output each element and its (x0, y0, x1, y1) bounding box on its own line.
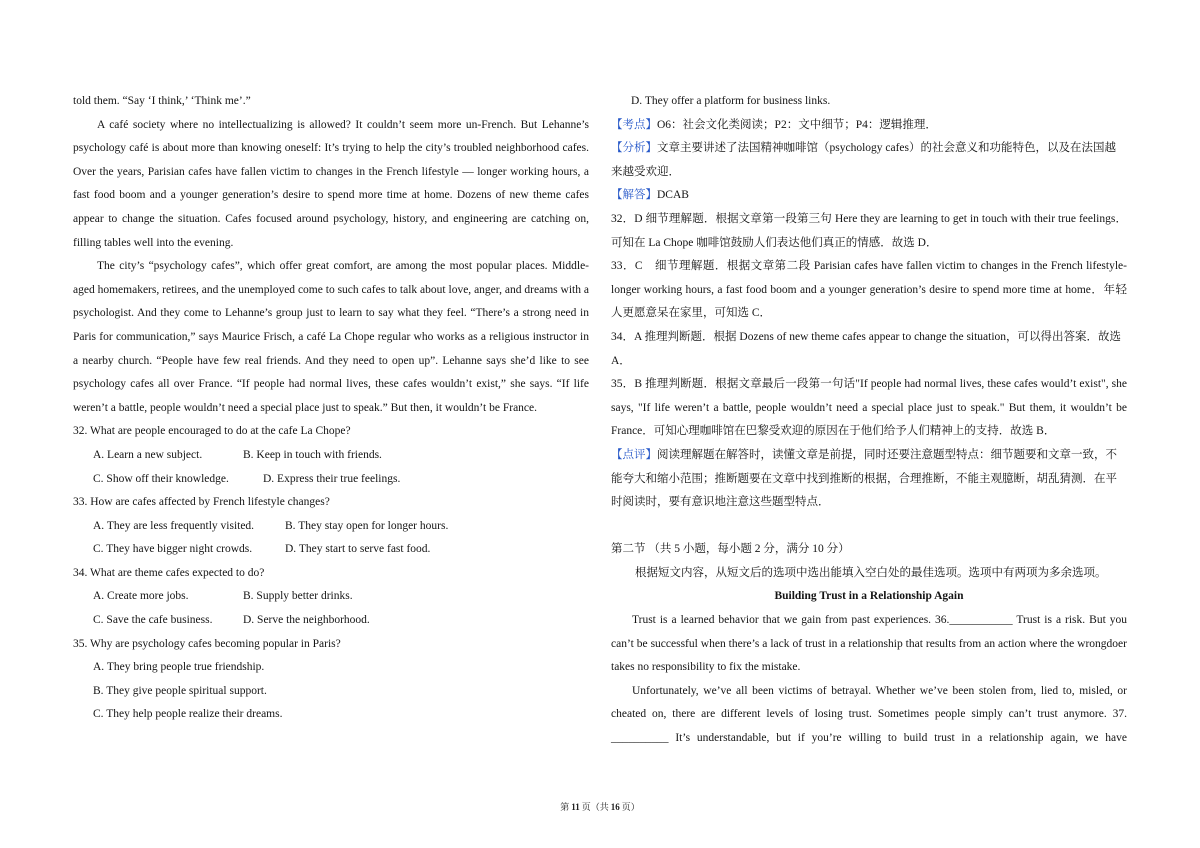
passage-paragraph: Unfortunately, we’ve all been victims of betrayal. Whether we’ve been stolen from, lied to, misled, or cheated on, there are different levels of losing trust. Sometimes people simply can’t trust anymore. 37. __________ It’s understandable, but if you’re willing to build trust in a relationship again, we have (611, 684, 1127, 745)
jieda-label: 【解答】 (611, 189, 657, 202)
section-2-instruction: 根据短文内容，从短文后的选项中选出能填入空白处的最佳选项。选项中有两项为多余选项。 (635, 566, 1107, 579)
question-35-option-a: A. They bring people true friendship. (93, 661, 265, 674)
footer-prefix: 第 (560, 802, 570, 812)
dianping-text: 阅读理解题在解答时，读懂文章是前提，同时还要注意题型特点：细节题要和文章一致，不能夸大和缩小范围；推断题要在文章中找到推断的根据，合理推断，不能主观臆断，胡乱猜测．在平时阅读时，要有意识地注意这些题型特点． (611, 448, 1117, 509)
question-33-option-d: D. They start to serve fast food. (285, 543, 431, 556)
right-column (611, 90, 1127, 751)
kaodian-text: O6：社会文化类阅读；P2：文中细节；P4：逻辑推理． (657, 118, 937, 131)
jieda-block (611, 184, 1127, 208)
question-34-options-row (73, 609, 589, 633)
question-34-options-row (73, 585, 589, 609)
explanation-32: 32．D 细节理解题．根据文章第一段第三句 Here they are learning to get in touch with their true feelings．可知在 La Chope 咖啡馆鼓励人们表达他们真正的情感．故选 D． (611, 212, 1127, 249)
kaodian-block (611, 114, 1127, 138)
question-35-stem: 35. Why are psychology cafes becoming popular in Paris? (73, 637, 341, 650)
section-2-heading: 第二节 （共 5 小题，每小题 2 分，满分 10 分） (611, 543, 850, 556)
question-33-stem: 33. How are cafes affected by French lifestyle changes? (73, 496, 330, 509)
question-33-option-b: B. They stay open for longer hours. (285, 519, 449, 532)
question-32-option-d: D. Express their true feelings. (263, 472, 401, 485)
question-34-option-a: A. Create more jobs. (93, 590, 189, 603)
passage-paragraph: A café society where no intellectualizing is allowed? It couldn’t seem more un-French. But Lehanne’s psychology café is about more than knowing oneself: It’s trying to help the city’s troubled neighborhood cafes. Over the years, Parisian cafes have fallen victim to changes in the French lifestyle — longer working hours, a fast food boom and a younger generation’s desire to spend more time at home. Dozens of new theme cafes appear to change the situation. Cafes focused around psychology, history, and engineering are catching on, filling tables well into the evening. (73, 118, 589, 249)
question-32-option-b: B. Keep in touch with friends. (243, 448, 382, 461)
question-33-options-row (73, 515, 589, 539)
footer-mid: 页（共 (581, 802, 609, 812)
passage-paragraph: The city’s “psychology cafes”, which offer great comfort, are among the most popular places. Middle-aged homemakers, retirees, and the unemployed come to such cafes to talk about love, anger, and dreams with a psychologist. And they come to Lehanne’s group just to learn to say what they feel. “There’s a strong need in Paris for communication,” says Maurice Frisch, a café La Chope regular who works as a religious instructor in a nearby church. “People have few real friends. And they need to open up”. Lehanne says she’d like to see psychology cafes all over France. “If people had normal lives, these cafes wouldn’t exist,” she says. “If life weren’t a battle, people wouldn’t need a special place just to speak.” But then, it wouldn’t be France. (73, 260, 589, 414)
page-footer (0, 800, 1200, 814)
explanation-33: 33．C 细节理解题．根据文章第二段 Parisian cafes have fallen victim to changes in the French lifestyle-longer working hours, a fast food boom and a younger generation’s desire to spend more time at home．年轻人更愿意呆在家里，可知选 C． (611, 260, 1127, 320)
question-32-options-row (73, 444, 589, 468)
jieda-answers: DCAB (657, 189, 689, 202)
fenxi-label: 【分析】 (611, 142, 657, 155)
question-34-stem: 34. What are theme cafes expected to do? (73, 566, 265, 579)
passage-continuation: told them. “Say ‘I think,’ ‘Think me’.” (73, 95, 251, 107)
question-34-option-b: B. Supply better drinks. (243, 590, 353, 603)
fenxi-text: 文章主要讲述了法国精神咖啡馆（psychology cafes）的社会意义和功能特色，以及在法国越来越受欢迎． (611, 142, 1117, 178)
explanation-34: 34．A 推理判断题．根据 Dozens of new theme cafes appear to change the situation，可以得出答案．故选 A． (611, 330, 1122, 367)
question-35-option-d: D. They offer a platform for business links. (631, 95, 831, 107)
page-number: 11 (571, 802, 580, 812)
passage-title: Building Trust in a Relationship Again (774, 590, 964, 603)
question-32-options-row (73, 468, 589, 492)
dianping-label: 【点评】 (611, 448, 657, 461)
question-33-options-row (73, 538, 589, 562)
explanation-35: 35．B 推理判断题．根据文章最后一段第一句话"If people had normal lives, these cafes would’t exist", she says, "If life weren’t a battle, people wouldn’t need a special place just to speak." But them, it wouldn’t be France．可知心理咖啡馆在巴黎受欢迎的原因在于他们给予人们精神上的支持．故选 B． (611, 378, 1127, 438)
fenxi-block (611, 137, 1127, 184)
question-33-option-c: C. They have bigger night crowds. (93, 543, 253, 556)
question-34-option-d: D. Serve the neighborhood. (243, 614, 370, 627)
left-column (73, 90, 589, 727)
question-35-option-c: C. They help people realize their dreams. (93, 708, 283, 721)
question-33-option-a: A. They are less frequently visited. (93, 519, 255, 532)
page-total: 16 (610, 802, 620, 812)
question-32-stem: 32. What are people encouraged to do at the cafe La Chope? (73, 425, 351, 438)
question-35-option-b: B. They give people spiritual support. (93, 684, 267, 697)
dianping-block (611, 444, 1127, 515)
question-34-option-c: C. Save the cafe business. (93, 614, 213, 627)
passage-paragraph: Trust is a learned behavior that we gain from past experiences. 36.___________ Trust is a risk. But you can’t be successful when there’s a lack of trust in a relationship that results from an action where the wrongdoer takes no responsibility to fix the mistake. (611, 614, 1127, 674)
question-32-option-a: A. Learn a new subject. (93, 448, 203, 461)
kaodian-label: 【考点】 (611, 118, 657, 131)
footer-suffix: 页） (621, 802, 640, 812)
question-32-option-c: C. Show off their knowledge. (93, 472, 229, 485)
